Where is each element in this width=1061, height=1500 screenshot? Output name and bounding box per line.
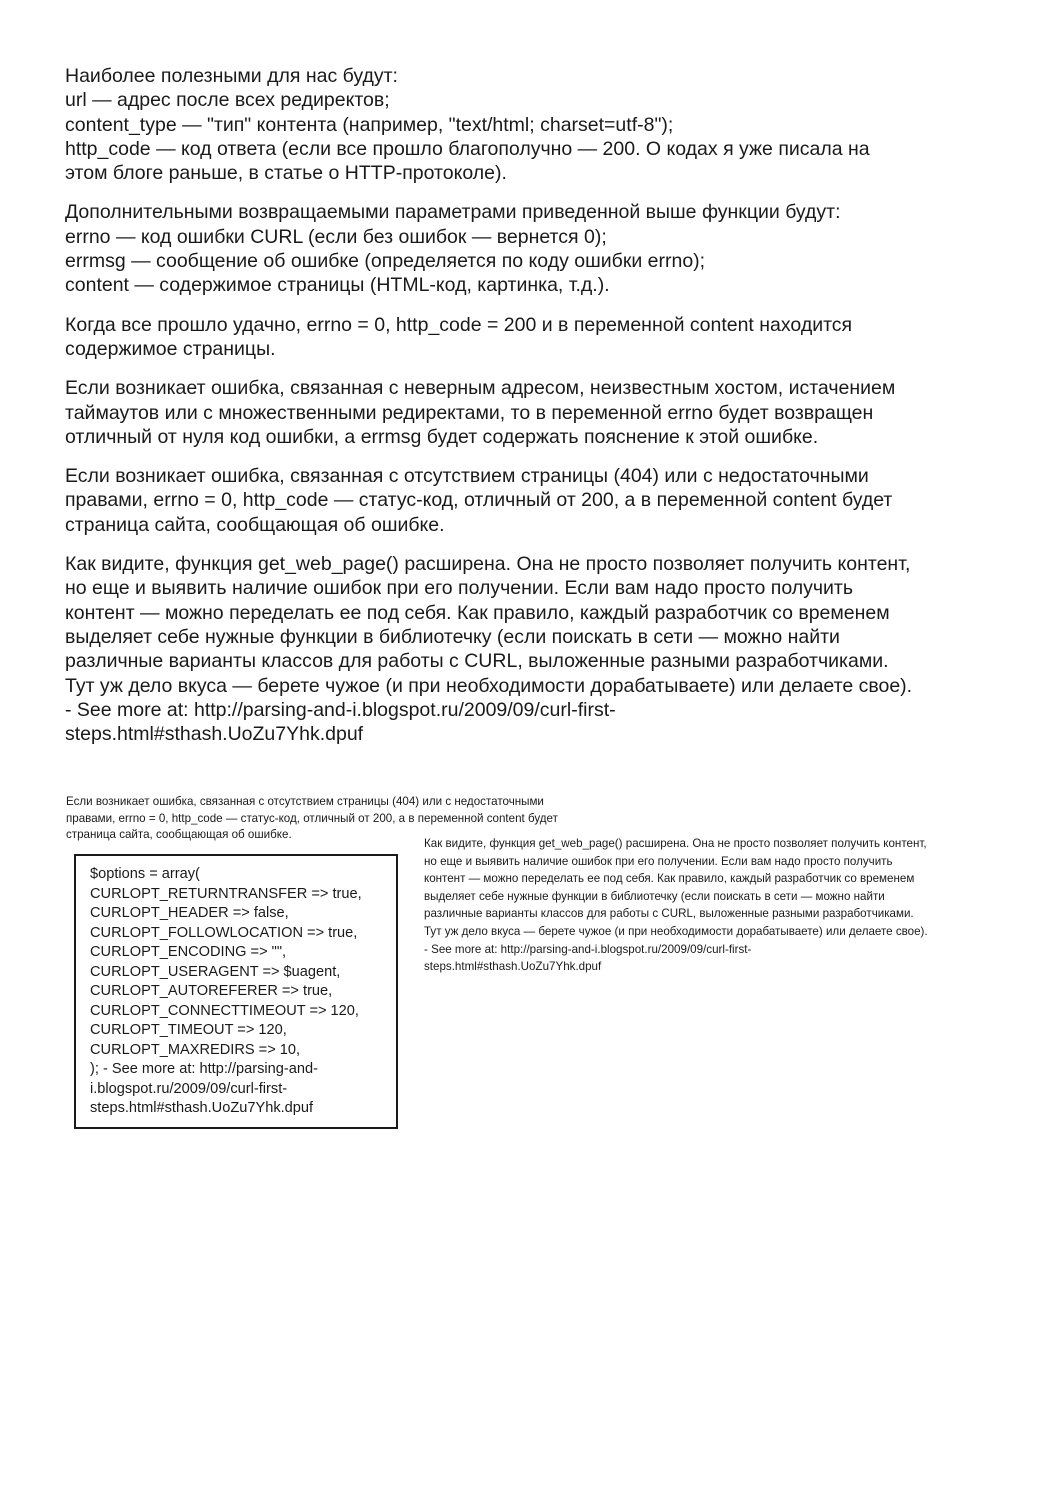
text-line: content_type — "тип" контента (например, "text/html; charset=utf-8"); — [65, 113, 674, 136]
paragraph-conclusion — [65, 552, 1005, 746]
paragraph-error-address — [65, 376, 1005, 449]
source-link-line: - See more at: http://parsing-and-i.blogspot.ru/2009/09/curl-first- — [65, 698, 616, 721]
text-line: этом блоге раньше, в статье о HTTP-протоколе). — [65, 162, 507, 185]
text-line: различные варианты классов для работы с CURL, выложенные разными разработчиками. — [424, 907, 914, 921]
text-line: Как видите, функция get_web_page() расширена. Она не просто позволяет получить контент, — [424, 837, 927, 850]
code-line: ); - See more at: http://parsing-and- — [90, 1061, 318, 1077]
main-text — [65, 64, 1005, 761]
text-line: Тут уж дело вкуса — берете чужое (и при необходимости дорабатываете) или делаете свое). — [65, 674, 913, 697]
text-line: Наиболее полезными для нас будут: — [65, 65, 398, 87]
text-line: Как видите, функция get_web_page() расширена. Она не просто позволяет получить контент, — [65, 553, 911, 576]
code-line: CURLOPT_ENCODING => "", — [90, 944, 287, 960]
text-line: errno — код ошибки CURL (если без ошибок — вернется 0); — [65, 225, 607, 248]
source-link-line: steps.html#sthash.UoZu7Yhk.dpuf — [65, 723, 364, 746]
paragraph-extra-params — [65, 200, 1005, 297]
text-line: различные варианты классов для работы с CURL, выложенные разными разработчиками. — [65, 650, 889, 673]
code-line: CURLOPT_FOLLOWLOCATION => true, — [90, 924, 358, 941]
small-text-right — [424, 835, 1024, 976]
code-line: CURLOPT_USERAGENT => $uagent, — [90, 963, 341, 980]
text-line: Тут уж дело вкуса — берете чужое (и при необходимости дорабатываете) или делаете свое). — [424, 924, 928, 938]
code-line: CURLOPT_AUTOREFERER => true, — [90, 983, 333, 999]
code-line: CURLOPT_HEADER => false, — [90, 905, 289, 921]
paragraph-useful-fields — [65, 64, 1005, 185]
text-line: Если возникает ошибка, связанная с неверным адресом, неизвестным хостом, истачением — [65, 377, 896, 400]
paragraph-success — [65, 313, 1005, 362]
text-line: content — содержимое страницы (HTML-код, картинка, т.д.). — [65, 274, 610, 297]
text-line: выделяет себе нужные функции в библиотечку (если поискать в сети — можно найти — [424, 889, 885, 903]
text-line: страница сайта, сообщающая об ошибке. — [65, 513, 445, 536]
text-line: но еще и выявить наличие ошибок при его получении. Если вам надо просто получить — [424, 854, 893, 868]
text-line: контент — можно переделать ее под себя. Как правило, каждый разработчик со временем — [424, 872, 915, 886]
code-line: CURLOPT_TIMEOUT => 120, — [90, 1022, 287, 1038]
text-line: страница сайта, сообщающая об ошибке. — [66, 828, 292, 841]
text-line: контент — можно переделать ее под себя. Как правило, каждый разработчик со временем — [65, 601, 890, 624]
text-line: url — адрес после всех редиректов; — [65, 89, 390, 112]
source-link-line: - See more at: http://parsing-and-i.blogspot.ru/2009/09/curl-first- — [424, 942, 752, 956]
text-line: Когда все прошло удачно, errno = 0, http_code = 200 и в переменной content находится — [65, 313, 853, 336]
code-line: CURLOPT_CONNECTTIMEOUT => 120, — [90, 1002, 359, 1019]
text-line: errmsg — сообщение об ошибке (определяется по коду ошибки errno); — [65, 250, 706, 273]
code-options-box — [74, 854, 398, 1129]
source-link-line: steps.html#sthash.UoZu7Yhk.dpuf — [424, 960, 602, 974]
text-line: отличный от нуля код ошибки, а errmsg будет содержать пояснение к этой ошибке. — [65, 425, 819, 448]
text-line: содержимое страницы. — [65, 337, 276, 360]
text-line: Если возникает ошибка, связанная с отсутствием страницы (404) или с недостаточными — [66, 795, 544, 808]
paragraph-error-404 — [65, 464, 1005, 537]
code-line: CURLOPT_RETURNTRANSFER => true, — [90, 885, 362, 902]
code-line: CURLOPT_MAXREDIRS => 10, — [90, 1041, 301, 1058]
text-line: правами, errno = 0, http_code — статус-код, отличный от 200, а в переменной content будет — [66, 811, 558, 825]
code-line: $options = array( — [90, 866, 200, 882]
text-line: таймаутов или с множественными редиректами, то в переменной errno будет возвращен — [65, 401, 874, 424]
text-line: Дополнительными возвращаемыми параметрами приведенной выше функции будут: — [65, 201, 841, 224]
text-line: Если возникает ошибка, связанная с отсутствием страницы (404) или с недостаточными — [65, 465, 869, 488]
text-line: выделяет себе нужные функции в библиотечку (если поискать в сети — можно найти — [65, 625, 840, 648]
text-line: но еще и выявить наличие ошибок при его получении. Если вам надо просто получить — [65, 577, 854, 600]
text-line: http_code — код ответа (если все прошло благополучно — 200. О кодах я уже писала на — [65, 137, 870, 160]
text-line: правами, errno = 0, http_code — статус-код, отличный от 200, а в переменной content будет — [65, 489, 893, 512]
code-line: steps.html#sthash.UoZu7Yhk.dpuf — [90, 1100, 314, 1116]
code-line: i.blogspot.ru/2009/09/curl-first- — [90, 1080, 288, 1097]
